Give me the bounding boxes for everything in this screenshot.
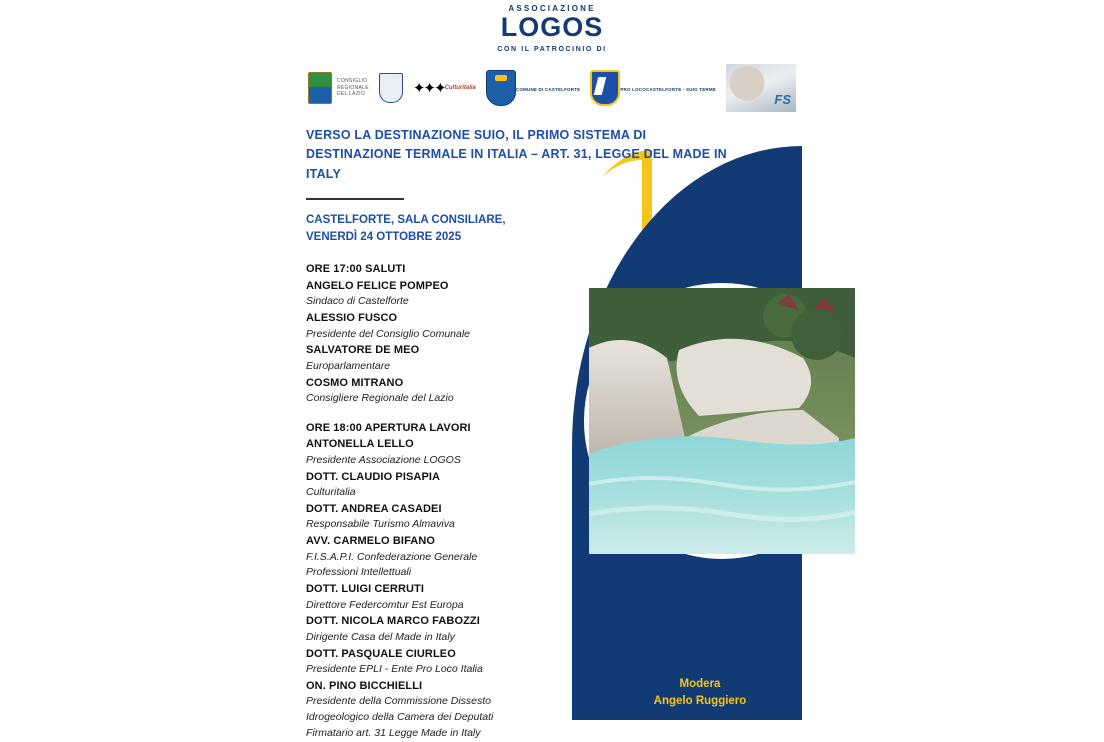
venue-line-1: CASTELFORTE, SALA CONSILIARE,	[306, 214, 506, 227]
program-role: Presidente Associazione LOGOS	[306, 453, 461, 466]
program-name: DOTT. ANDREA CASADEI	[306, 502, 442, 515]
patronage-label: CON IL PATROCINIO DI	[497, 46, 607, 54]
lazio-line-3: DEL LAZIO	[336, 91, 366, 98]
poster-content	[302, 126, 804, 742]
program-name: ANGELO FELICE POMPEO	[306, 279, 449, 292]
program-name: DOTT. PASQUALE CIURLEO	[306, 647, 456, 660]
logos-wordmark: LOGOS	[500, 12, 604, 42]
program-role: Culturitalia	[306, 486, 356, 499]
lazio-line-1: CONSIGLIO	[336, 77, 368, 84]
sponsor-comune-di-castelforte	[486, 64, 580, 112]
event-venue	[306, 212, 804, 245]
program-name: ANTONELLA LELLO	[306, 438, 414, 451]
program-role: Sindaco di Castelforte	[306, 295, 409, 308]
program-role: Professioni Intellettuali	[306, 566, 412, 579]
fisapi-mark: FS	[774, 92, 792, 107]
program-role: Responsabile Turismo Almaviva	[306, 518, 455, 531]
event-title: VERSO LA DESTINAZIONE SUIO, IL PRIMO SISTEMA DI DESTINAZIONE TERMALE IN ITALIA – ART. 31, LEGGE DEL MADE IN ITALY	[306, 128, 727, 181]
association-label: ASSOCIAZIONE	[508, 4, 596, 13]
proloco-crest-icon	[590, 70, 620, 106]
program-name: ON. PINO BICCHIELLI	[306, 679, 423, 692]
venue-line-2: VENERDÌ 24 OTTOBRE 2025	[306, 230, 462, 243]
comune-shield-icon	[379, 73, 403, 103]
program-section: ORE 17:00 SALUTI	[306, 263, 406, 276]
title-divider	[306, 198, 404, 200]
sponsor-fisapi-photo	[726, 64, 796, 112]
program-role: F.I.S.A.P.I. Confederazione Generale	[306, 550, 478, 563]
program-role: Europarlamentare	[306, 359, 391, 372]
logos-association-logo	[302, 4, 802, 53]
sponsor-consiglio-regionale-del-lazio	[308, 64, 369, 112]
lazio-emblem-icon	[308, 72, 332, 104]
program-spacer	[306, 407, 606, 420]
sponsor-comune-di-latina	[379, 64, 403, 112]
program-name: DOTT. LUIGI CERRUTI	[306, 583, 425, 596]
spa-photo-thumbnail	[726, 64, 796, 112]
program-role: Direttore Federcomtur Est Europa	[306, 598, 464, 611]
culturitalia-label: Culturitalia	[444, 85, 476, 91]
lazio-line-2: REGIONALE	[336, 84, 369, 91]
culturitalia-burst-icon: ✦✦✦	[412, 79, 445, 97]
proloco-line-2: CASTELFORTE - SUIO TERME	[645, 86, 717, 92]
sponsor-pro-loco-castelforte-suio-terme	[590, 64, 716, 112]
program-role: Dirigente Casa del Made in Italy	[306, 630, 455, 643]
program-role: Presidente della Commissione Dissesto	[306, 695, 491, 708]
program-name: DOTT. NICOLA MARCO FABOZZI	[306, 615, 480, 628]
program-role: Firmatario art. 31 Legge Made in Italy	[306, 726, 481, 739]
program-role: Presidente del Consiglio Comunale	[306, 327, 471, 340]
program-name: COSMO MITRANO	[306, 376, 404, 389]
sponsor-logo-strip	[302, 62, 802, 114]
program-role: Consigliere Regionale del Lazio	[306, 392, 454, 405]
program-role: Idrogeologico della Camera dei Deputati	[306, 711, 494, 724]
sponsor-culturitalia	[413, 64, 476, 112]
lazio-sponsor-text	[337, 78, 369, 98]
program-name: SALVATORE DE MEO	[306, 344, 420, 357]
program-name: AVV. CARMELO BIFANO	[306, 535, 436, 548]
moderator-name: Angelo Ruggiero	[653, 694, 747, 707]
program-section: ORE 18:00 APERTURA LAVORI	[306, 421, 471, 434]
program-name: DOTT. CLAUDIO PISAPIA	[306, 470, 441, 483]
proloco-line-1: PRO LOCO	[620, 86, 646, 92]
moderator-block	[610, 676, 790, 711]
moderator-label: Modera	[679, 677, 721, 690]
program-list	[306, 261, 606, 741]
program-name: ALESSIO FUSCO	[306, 312, 398, 325]
program-role: Presidente EPLI - Ente Pro Loco Italia	[306, 663, 483, 676]
castelforte-label: COMUNE DI CASTELFORTE	[515, 86, 581, 92]
castelforte-crest-icon	[486, 70, 516, 106]
event-poster	[302, 0, 802, 739]
